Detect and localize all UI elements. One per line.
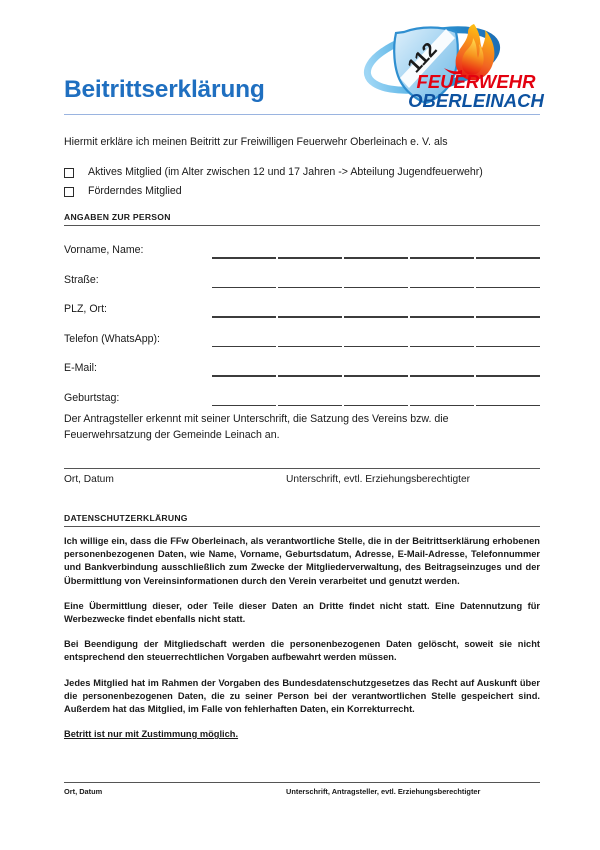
field-input-vorname-name[interactable]: [212, 257, 540, 259]
privacy-paragraph: Ich willige ein, dass die FFw Oberleinach, als verantwortliche Stelle, die in der Beitrittserklärung erhobenen personenbezogenen Daten, wie Name, Vorname, Geburtsdatum, Adresse, E-Mail-Adresse, Telefonnummer und Bankverbindung ausschließlich zum Zwecke der Mitgliederverwaltung, des Beitragseinzuges und der Übermittlung von Vereinsinformationen durch den Verein verarbeitet und genutzt werden.: [64, 536, 540, 586]
membership-option-label: Aktives Mitglied (im Alter zwischen 12 und 17 Jahren -> Abteilung Jugendfeuerwehr): [88, 165, 483, 178]
section-heading-label: ANGABEN ZUR PERSON: [64, 212, 171, 222]
title-divider: [64, 114, 540, 115]
section-divider: [64, 225, 540, 226]
footer-label-signature: Unterschrift, Antragsteller, evtl. Erziehungsberechtigter: [286, 787, 481, 797]
logo-wordmark-line1: FEUERWEHR: [416, 71, 536, 92]
field-row-vorname-name: [64, 242, 540, 272]
footer-labels: [64, 787, 540, 799]
person-fields-group: [64, 242, 540, 419]
privacy-paragraph: Eine Übermittlung dieser, oder Teile dieser Daten an Dritte findet nicht statt. Eine Datennutzung für Werbezwecke findet ebenfalls nicht statt.: [64, 600, 540, 624]
membership-option-supporting[interactable]: [64, 182, 540, 201]
membership-options-group: [64, 163, 540, 201]
feuerwehr-oberleinach-logo: [360, 16, 546, 120]
signature-line[interactable]: [64, 468, 540, 469]
document-header: [64, 0, 544, 118]
membership-option-active[interactable]: [64, 163, 540, 182]
footer-label-place-date: Ort, Datum: [64, 787, 103, 797]
privacy-paragraph: Jedes Mitglied hat im Rahmen der Vorgaben des Bundesdatenschutzgesetzes das Recht auf Auskunft über die personenbezogenen Daten, die zu seiner Person bei der verantwortlichen Stelle gespeichert sind. Außerdem hat das Mitglied, im Falle von fehlerhaften Daten, ein Korrekturrecht.: [64, 677, 540, 714]
privacy-emphasis-note: Betritt ist nur mit Zustimmung möglich.: [64, 729, 239, 740]
field-row-email: [64, 360, 540, 390]
field-row-plz-ort: [64, 301, 540, 331]
field-input-plz-ort[interactable]: [212, 316, 540, 318]
section-heading-person: [64, 212, 540, 226]
logo-wordmark-line2: OBERLEINACH: [408, 90, 544, 111]
page-title: Beitrittserklärung: [64, 76, 265, 103]
consent-note: Der Antragsteller erkennt mit seiner Unterschrift, die Satzung des Vereins bzw. die Feuerwehrsatzung der Gemeinde Leinach an.: [64, 413, 449, 441]
field-row-strasse: [64, 272, 540, 302]
field-label: Straße:: [64, 273, 99, 286]
document-content: [64, 0, 544, 797]
logo-emergency-number: 112: [403, 38, 442, 78]
field-label: PLZ, Ort:: [64, 303, 107, 315]
section-heading-label: DATENSCHUTZERKLÄRUNG: [64, 513, 188, 523]
field-label: E-Mail:: [64, 362, 97, 374]
checkbox-icon[interactable]: [64, 187, 74, 197]
intro-text: Hiermit erkläre ich meinen Beitritt zur Freiwilligen Feuerwehr Oberleinach e. V. als: [64, 136, 448, 148]
signature-label-place-date: Ort, Datum: [64, 474, 114, 486]
checkbox-icon[interactable]: [64, 168, 74, 178]
footer-signature-block: [64, 782, 540, 799]
privacy-paragraph: Bei Beendigung der Mitgliedschaft werden die personenbezogenen Daten gelöscht, soweit sie nicht entsprechend den steuerrechtlichen Vorgaben aufbewahrt werden müssen.: [64, 639, 540, 663]
privacy-declaration-text: [64, 535, 540, 741]
field-input-email[interactable]: [212, 375, 540, 377]
membership-option-label: Förderndes Mitglied: [88, 184, 182, 197]
field-label: Geburtstag:: [64, 391, 120, 404]
signature-block: [64, 468, 540, 488]
section-divider: [64, 526, 540, 527]
field-row-telefon: [64, 331, 540, 361]
field-label: Telefon (WhatsApp):: [64, 332, 160, 345]
field-label: Vorname, Name:: [64, 244, 144, 256]
field-input-strasse[interactable]: [212, 287, 540, 289]
section-heading-privacy: [64, 513, 540, 527]
field-input-telefon[interactable]: [212, 346, 540, 348]
footer-signature-line[interactable]: [64, 782, 540, 783]
signature-label-signature: Unterschrift, evtl. Erziehungsberechtigter: [286, 474, 471, 486]
field-input-geburtstag[interactable]: [212, 405, 540, 407]
signature-labels: [64, 474, 540, 488]
